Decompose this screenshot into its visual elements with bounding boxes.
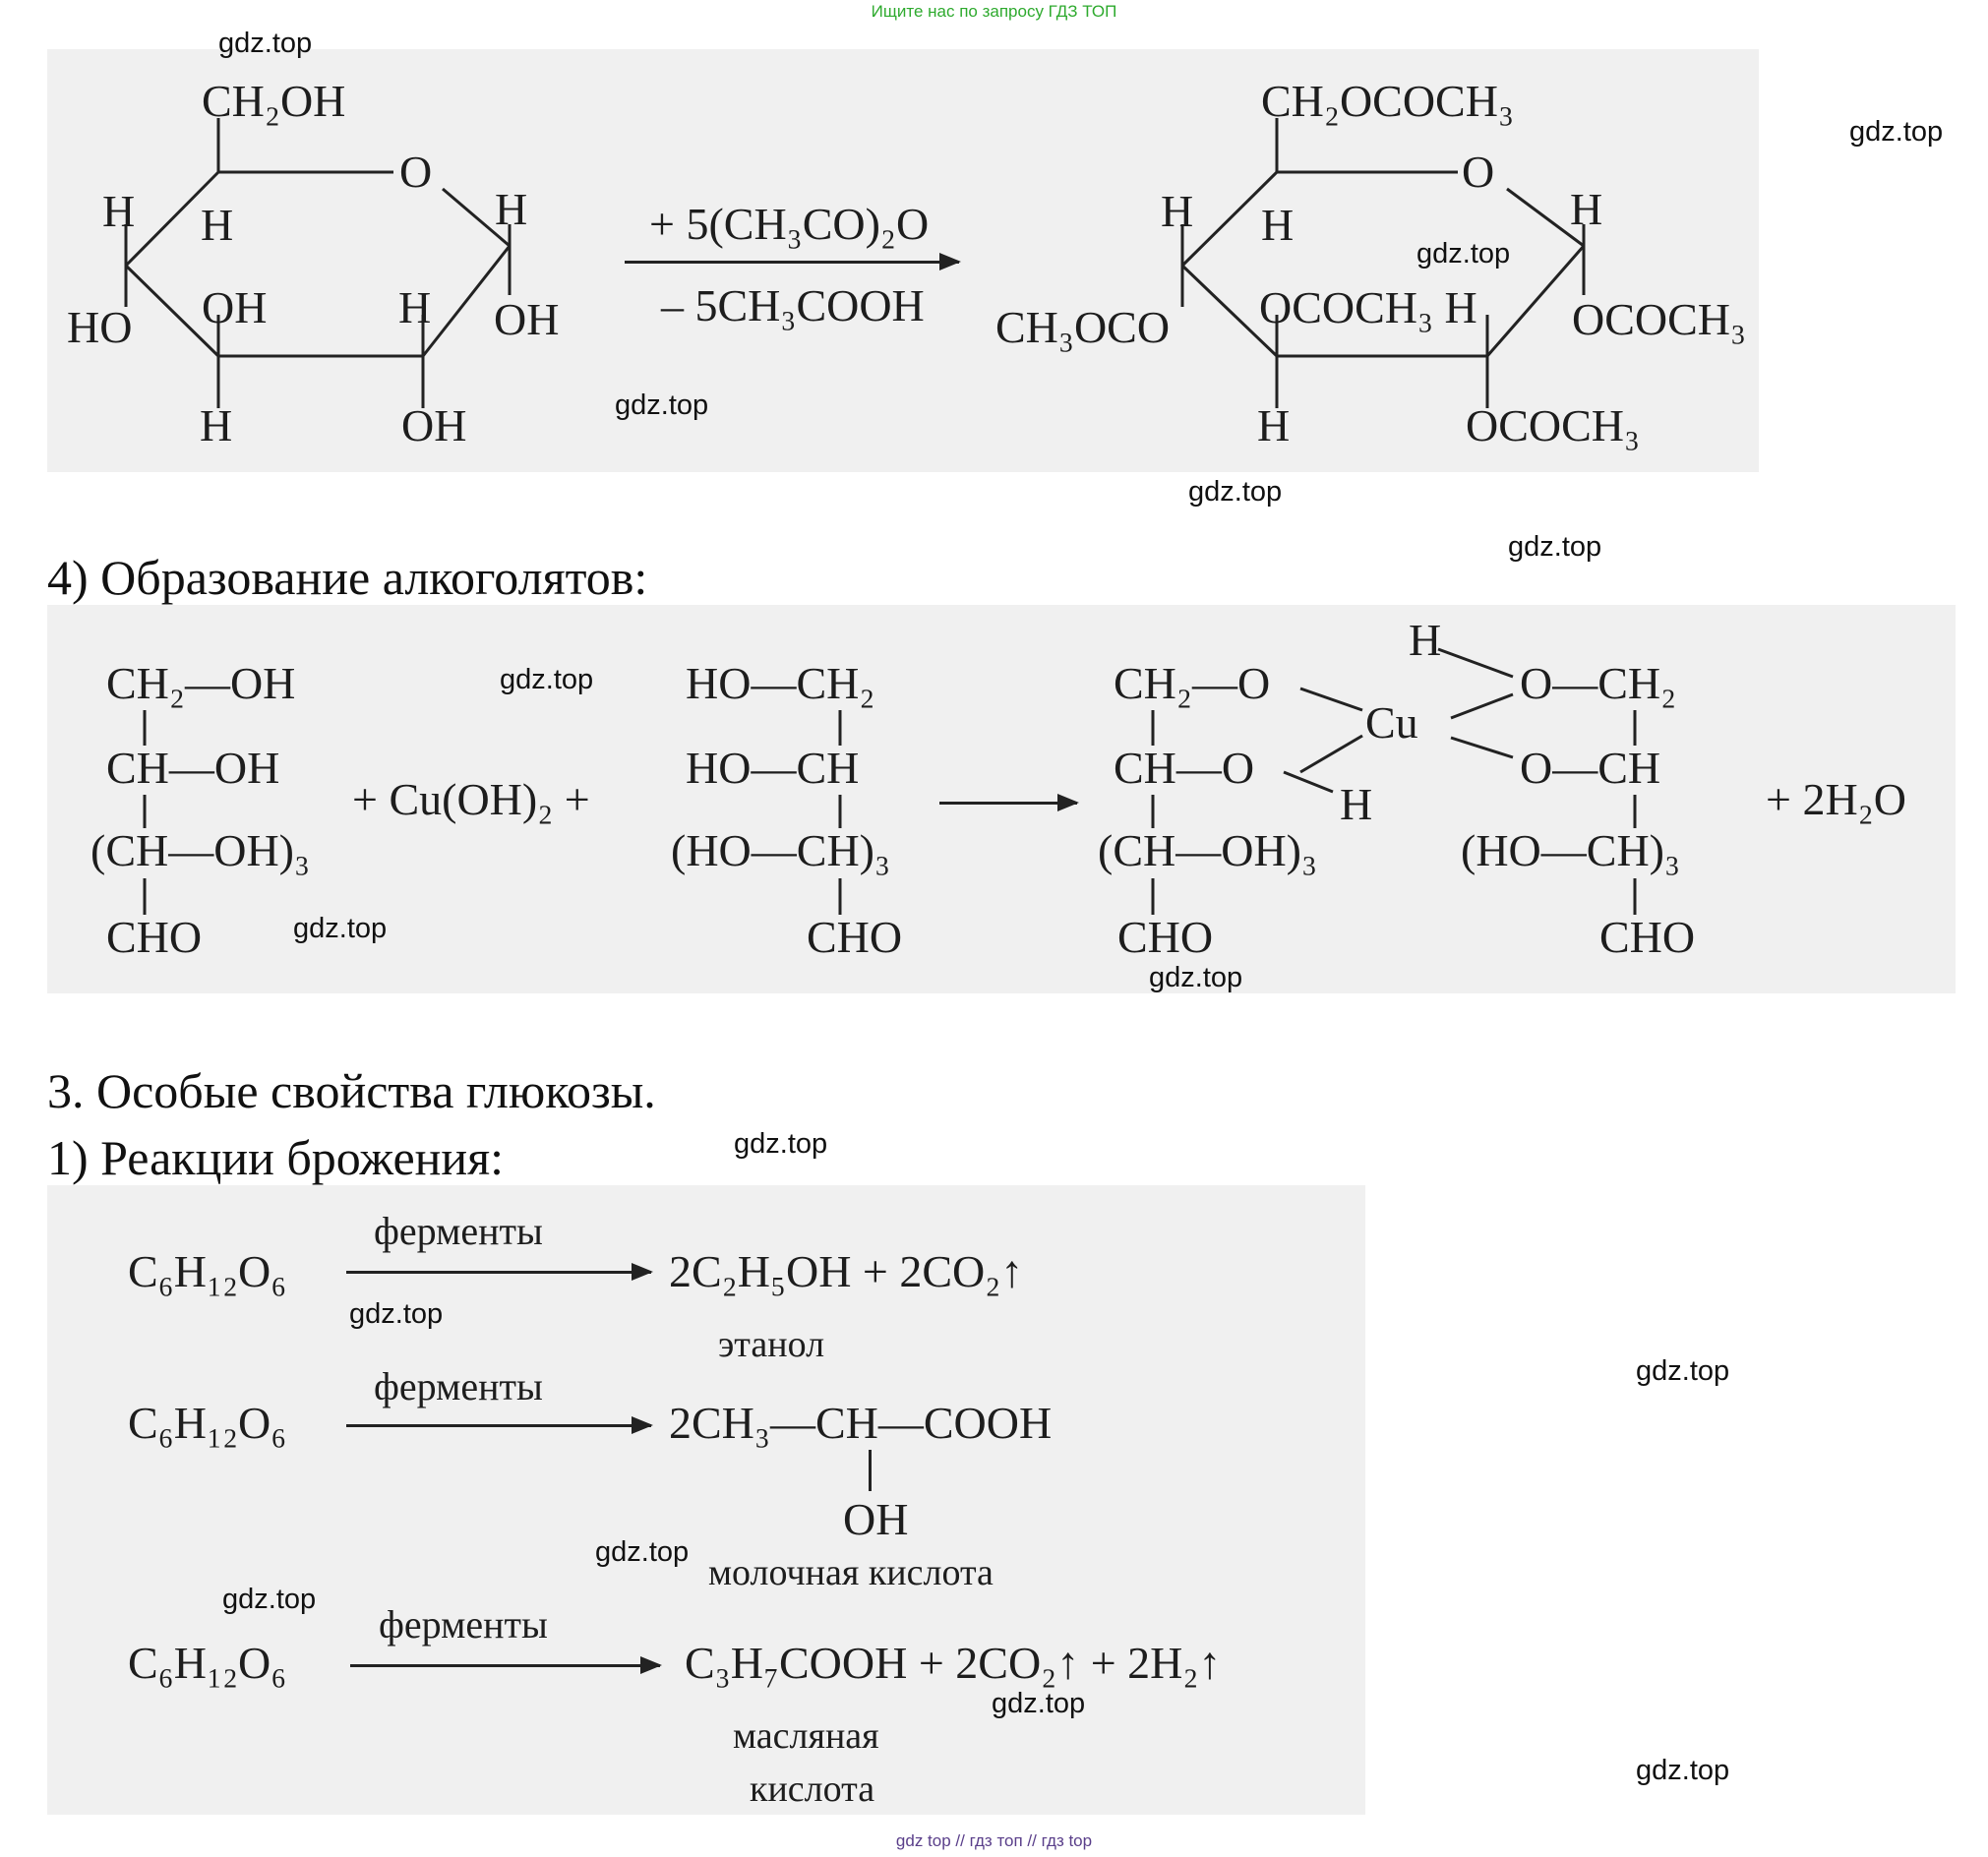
ferm-3-condition: ферменты (379, 1602, 548, 1647)
plus-cuoh2: + Cu(OH)₂ + (352, 774, 590, 824)
footer-links[interactable]: gdz top // гдз топ // гдз top (895, 1831, 1093, 1850)
ferm-2-product: 2CH₃—CH—COOH (669, 1398, 1053, 1448)
heading-fermentation: 1) Реакции брожения: (47, 1130, 505, 1185)
watermark: gdz.top (992, 1688, 1086, 1719)
cu-atom: Cu (1365, 697, 1418, 748)
product-right-line-2: O—CH (1520, 743, 1661, 793)
glucose-line-1: CH₂—OH (106, 658, 296, 708)
right-ococh3-mid: OCOCH₃ H (1259, 282, 1477, 332)
left-ho: HO (67, 302, 133, 352)
left-h-mid: H (398, 282, 432, 332)
ferm-3-name-line2: кислота (750, 1768, 875, 1810)
heading-alcoholates: 4) Образование алкоголятов: (47, 550, 648, 605)
ferm-2-arrow (346, 1424, 651, 1427)
ferm-1-product: 2C₂H₅OH + 2CO₂↑ (669, 1246, 1024, 1296)
left-oh-right: OH (494, 294, 560, 344)
acetylation-reagent-bottom: – 5CH₃COOH (661, 280, 925, 330)
right-ch2ococh3: CH₂OCOCH₃ (1261, 76, 1514, 126)
watermark: gdz.top (1636, 1755, 1730, 1786)
watermark: gdz.top (1508, 531, 1602, 563)
ferm-2-condition: ферменты (374, 1364, 543, 1408)
ferm-3-name-line1: масляная (733, 1715, 879, 1757)
h-bottom: H (1340, 779, 1373, 829)
right-h-inner: H (1261, 200, 1295, 250)
watermark: gdz.top (500, 664, 594, 695)
product-right-line-1: O—CH₂ (1520, 658, 1677, 708)
ferm-3-reactant: C₆H₁₂O₆ (128, 1638, 287, 1688)
product-left-line-4: CHO (1117, 912, 1214, 962)
alcoholate-arrow (939, 802, 1077, 805)
ferm-3-product: C₃H₇COOH + 2CO₂↑ + 2H₂↑ (685, 1638, 1222, 1688)
glucose-line-4: CHO (106, 912, 203, 962)
left-h-bottom: H (200, 400, 233, 450)
glucose2-line-3: (HO—CH)₃ (671, 825, 891, 875)
ferm-1-arrow (346, 1271, 651, 1274)
glucose-line-2: CH—OH (106, 743, 280, 793)
ferm-2-oh-bond (869, 1450, 872, 1491)
glucose2-line-4: CHO (807, 912, 903, 962)
acetylation-arrow (625, 261, 959, 264)
watermark: gdz.top (595, 1536, 690, 1568)
watermark: gdz.top (1636, 1355, 1730, 1387)
ferm-2-substituent: OH (843, 1494, 909, 1544)
right-ococh3-right: OCOCH₃ (1572, 294, 1747, 344)
product-left-line-3: (CH—OH)₃ (1098, 825, 1318, 875)
product-left-line-1: CH₂—O (1114, 658, 1271, 708)
watermark: gdz.top (293, 913, 388, 944)
top-search-link[interactable]: Ищите нас по запросу ГДЗ ТОП (871, 2, 1117, 21)
right-ococh3-bottom: OCOCH₃ (1466, 400, 1641, 450)
ferm-1-condition: ферменты (374, 1209, 543, 1253)
glucose-line-3: (CH—OH)₃ (90, 825, 311, 875)
glucose2-line-1: HO—CH₂ (686, 658, 875, 708)
left-oh-mid: OH (202, 282, 268, 332)
glucose2-line-2: HO—CH (686, 743, 860, 793)
ferm-1-reactant: C₆H₁₂O₆ (128, 1246, 287, 1296)
watermark: gdz.top (222, 1584, 317, 1615)
ferm-3-arrow (350, 1664, 660, 1667)
right-h-right: H (1570, 184, 1603, 234)
left-h-right: H (495, 184, 528, 234)
product-right-line-4: CHO (1599, 912, 1696, 962)
watermark: gdz.top (1149, 962, 1243, 993)
right-ch3oco: CH₃OCO (995, 302, 1171, 352)
ferm-1-name: этанол (718, 1324, 825, 1365)
watermark: gdz.top (734, 1128, 828, 1160)
watermark: gdz.top (1188, 476, 1283, 508)
right-h-left: H (1161, 186, 1194, 236)
left-ch2oh: CH₂OH (202, 76, 346, 126)
product-right-line-3: (HO—CH)₃ (1461, 825, 1681, 875)
watermark: gdz.top (349, 1298, 444, 1330)
ferm-2-reactant: C₆H₁₂O₆ (128, 1398, 287, 1448)
left-oh-bottom: OH (401, 400, 467, 450)
left-h-left: H (102, 186, 136, 236)
acetylation-reagent-top: + 5(CH₃CO)₂O (649, 199, 930, 249)
plus-water: + 2H₂O (1766, 774, 1906, 824)
h-top: H (1409, 615, 1442, 665)
left-h-inner: H (201, 200, 234, 250)
watermark: gdz.top (218, 28, 313, 59)
watermark: gdz.top (1849, 116, 1944, 148)
heading-glucose-properties: 3. Особые свойства глюкозы. (47, 1063, 656, 1118)
product-left-line-2: CH—O (1114, 743, 1255, 793)
left-ring-o: O (399, 147, 433, 197)
right-ring-o: O (1462, 147, 1495, 197)
watermark: gdz.top (615, 389, 709, 421)
ferm-2-name: молочная кислота (708, 1552, 994, 1593)
watermark: gdz.top (1416, 238, 1511, 270)
right-h-bottom: H (1257, 400, 1291, 450)
